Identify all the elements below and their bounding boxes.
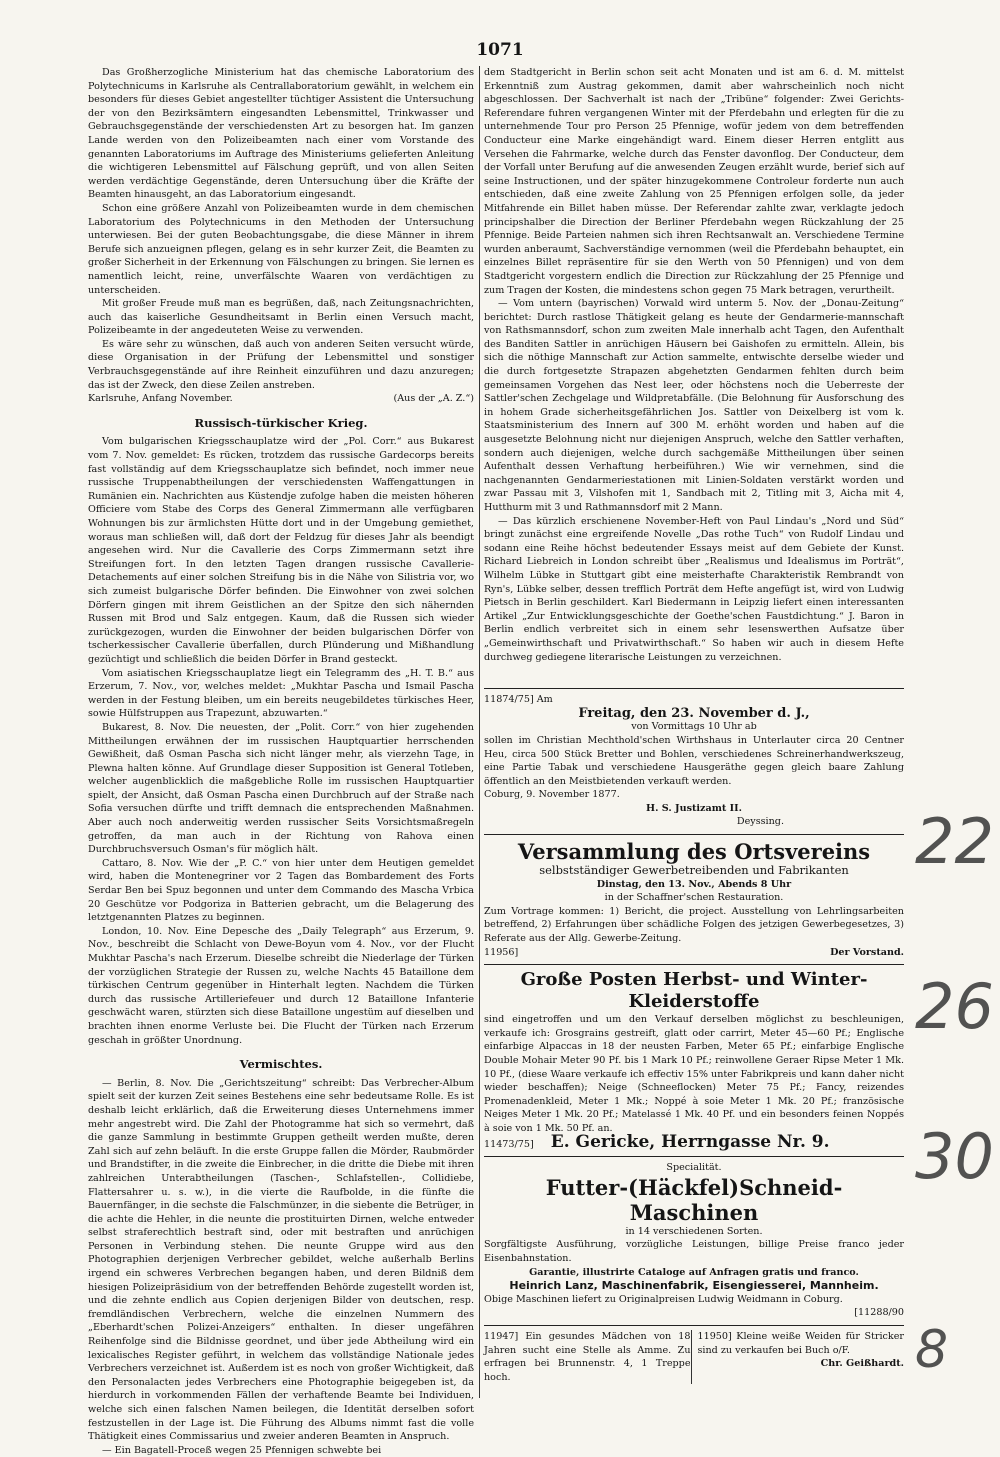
article-paragraph: — Ein Bagatell-Proceß wegen 25 Pfennigen schwebte bei — [102, 1444, 382, 1456]
meeting-date: Dinstag, den 13. Nov., Abends 8 Uhr — [596, 878, 792, 890]
classified-signature: Chr. Geißhardt. — [820, 1358, 904, 1370]
auction-place: Coburg, 9. November 1877. — [484, 789, 620, 801]
handwritten-number: 22 — [915, 805, 994, 878]
article-paragraph: — Vom untern (bayrischen) Vorwald wird unterm 5. Nov. der „Donau-Zeitung“ berichtet: Durch rastlose Thätigkeit gelang es heute der Gendarmerie-mannschaft von Rathsmannsdorf, schon zum zweiten Male innerhalb acht Tagen, den Aufenthalt des Banditen Sattler in anrüchigen Häusern bei Gaishofen zu ermitteln. Allein, bis sich die nöthige Mannschaft zur Action sammelte, entwischte derselbe wieder und die durch fortgesetzte Strapazen abgehetzten Gendarmen fehlten durch beim gemeinsamen Vorgehen das Nest leer, oder höchstens noch die Ueberreste der Sattler'schen Zechgelage und Wildpretabfälle. (Die Belohnung für Ausforschung des in hohem Grade sicherheitsgefährlichen Jos. Sattler von Deixelberg ist vom k. Staatsministerium des Innern auf 300 M. erhöht worden und haben auf die ausgesetzte Belohnung nicht nur diejenigen Anspruch, welche den Sattler verhaften, sondern auch diejenigen, welche durch sachgemäße Mittheilungen über seinen Aufenthalt dessen Verhaftung herbeiführen.) Wie wir vernehmen, sind die nachgenannten Gendarmeriestationen mit Linien-Soldaten verstärkt worden und zwar Passau mit 3, Vilshofen mit 1, Sandbach mit 2, Titling mit 3, Aicha mit 4, Hutthurm mit 3 und Rathmannsdorf mit 2 Mann. — [484, 298, 904, 513]
meeting-notice — [484, 834, 904, 964]
machine-ad — [484, 1156, 904, 1325]
ad-reference: [11288/90 — [854, 1307, 904, 1319]
article-paragraph: Vom bulgarischen Kriegsschauplatze wird der „Pol. Corr.“ aus Bukarest vom 7. Nov. gemeldet: Es rücken, trotzdem das russische Gardecorps bereits fast vollständig auf dem Kriegsschauplatze sich befindet, noch immer neue russische Truppenabtheilungen der verschiedensten Waffengattungen in Rumänien ein. Nachrichten aus Küstendje zufolge haben die meisten höheren Officiere vom Stabe des Corps des General Zimmermann alle verfügbaren Wohnungen bis zur ärmlichsten Hütte dort und in der Umgebung gemiethet, woraus man schließen will, daß dort der Feldzug für dieses Jahr als beendigt angesehen wird. Nur die Cavallerie des Corps Zimmermann setzt ihre Streifungen fort. In den letzten Tagen drangen russische Cavallerie-Detachements auf einer solchen Streifung bis in die Nähe von Silistria vor, wo sich zumeist bulgarische Dörfer befinden. Die Einwohner von zwei solchen Dörfern gingen mit ihrem Geistlichen an der Spitze den sich nähernden Russen mit Brod und Salz entgegen. Kaum, daß die Russen sich wieder zurückgezogen, wurden die Einwohner der beiden bulgarischen Dörfer von tscherkessischer Cavallerie überfallen, durch Plünderung und Mißhandlung gezüchtigt und schließlich die beiden Dörfer in Brand gesteckt. — [88, 436, 474, 665]
article-paragraph: Schon eine größere Anzahl von Polizeibeamten wurde in dem chemischen Laboratorium des Polytechnicums in den Methoden der Untersuchung unterwiesen. Bei der guten Beobachtungsgabe, die diese Männer in ihrem Berufe sich anzueignen pflegen, gelang es in sehr kurzer Zeit, die Beamten zu großer Sicherheit in der Erkennung von Fälschungen zu bringen. Sie lernen es namentlich leicht, reine, unverfälschte Waaren von verdächtigen zu unterscheiden. — [88, 202, 474, 296]
fabric-sale-title: Große Posten Herbst- und Winter-Kleiderstoffe — [520, 969, 868, 1013]
handwritten-number: 26 — [915, 970, 994, 1043]
machine-agent: Obige Maschinen liefert zu Originalpreisen Ludwig Weidmann in Coburg. — [484, 1293, 843, 1305]
article-paragraph: London, 10. Nov. Eine Depesche des „Daily Telegraph“ aus Erzerum, 9. Nov., beschreibt die Schlacht von Dewe-Boyun vom 4. Nov., vor der Flucht Mukhtar Pascha's nach Erzerum. Dieselbe schreibt die Niederlage der Türken der vorzüglichen Strategie der Russen zu, welche Nachts 45 Bataillone dem türkischen Centrum gegenüber in Hinterhalt legten. Nachdem die Türken durch das russische Artilleriefeuer und durch 12 Bataillone Infanterie geschwächt waren, stürzten sich diese Bataillone ungestüm auf dieselben und brachten ihnen enorme Verluste bei. Die Flucht der Türken nach Erzerum geschah in größter Unordnung. — [88, 925, 474, 1046]
fabric-sale-firm: E. Gericke, Herrngasse Nr. 9. — [550, 1131, 830, 1152]
article-paragraph: Vom asiatischen Kriegsschauplatze liegt ein Telegramm des „H. T. B.“ aus Erzerum, 7. Nov., vor, welches meldet: „Mukhtar Pascha und Ismail Pascha werden in der Festung bleiben, um ein bereits neugebildetes türkisches Heer, sowie Hülfstruppen aus Trapezunt, abzuwarten.“ — [88, 667, 474, 720]
classified-nurse — [484, 1330, 691, 1384]
article-paragraph: — Das kürzlich erschienene November-Heft von Paul Lindau's „Nord und Süd“ bringt zunächst eine ergreifende Novelle „Das rothe Tuch“ von Rudolf Lindau und sodann eine Reihe höchst bedeutender Essays meist auf dem Gebiete der Kunst. Richard Liebreich in London schreibt über „Realismus und Idealismus im Porträt“, Wilhelm Lübke in Stuttgart gibt eine meisterhafte Charakteristik Rembrandt von Ryn's, Lübke selber, dessen trefflich Porträt dem Hefte angefügt ist, wird von Ludwig Pietsch in Berlin geschildert. Karl Biedermann in Leipzig liefert einen interessanten Artikel „Zur Entwicklungsgeschichte der Goethe'schen Faustdichtung.“ J. Baron in Berlin endlich verbreitet sich in einem sehr lesenswerthen Aufsatze über „Gemeinwirthschaft und Privatwirthschaft.“ So haben wir auch in diesem Hefte durchweg gediegene literarische Leistungen zu verzeichnen. — [484, 515, 904, 663]
classified-willows — [691, 1330, 905, 1384]
classified-ads — [484, 1325, 904, 1384]
article-paragraph: dem Stadtgericht in Berlin schon seit acht Monaten und ist am 6. d. M. mittelst Erkenntniß zum Austrag gekommen, damit aber wahrscheinlich noch nicht abgeschlossen. Der Sachverhalt ist nach der „Tribüne“ folgender: Zwei Gerichts-Referendare fuhren vergangenen Winter mit der Pferdebahn und erlegten für die zu unternehmende Tour pro Person 25 Pfennige, wofür jedem von dem betreffenden Conducteur eine Marke eingehändigt ward. Einem dieser Herren entglitt aus Versehen die Fahrmarke, welche durch das Fenster davonflog. Der Conducteur, dem der Vorfall unter Berufung auf die anwesenden Zeugen erzählt wurde, berief sich auf seine Instructionen, und der später hinzugekommene Controleur forderte nun auch entschieden, daß eine zweite Zahlung von 25 Pfennigen erfolgen solle, da jeder Mitfahrende ein Billet haben müsse. Der Referendar zahlte zwar, verklagte jedoch principshalber die Direction der Berliner Pferdebahn wegen Rückzahlung der 25 Pfennige. Beide Parteien nahmen sich ihren Rechtsanwalt an. Verschiedene Termine wurden anberaumt, Sachverständige vernommen (weil die Pferdebahn behauptet, ein einzelnes Billet repräsentire für sie den Werth von 50 Pfennigen) und von dem Stadtgericht vorgestern endlich die Direction zur Rückzahlung der 25 Pfennige und zum Tragen der Kosten, die mindestens schon gegen 75 Mark betragen, verurtheilt. — [484, 67, 904, 296]
auction-office: H. S. Justizamt II. — [646, 802, 742, 814]
article-paragraph: — Berlin, 8. Nov. Die „Gerichtszeitung“ schreibt: Das Verbrecher-Album spielt seit der kurzen Zeit seines Bestehens eine sehr bedeutsame Rolle. Es ist deshalb leicht erklärlich, daß die Erweiterung dieses Unternehmens immer mehr angestrebt wird. Die Zahl der Photogramme hat sich so vermehrt, daß die ganze Sammlung in bestimmte Gruppen getheilt werden mußte, deren Zahl sich auf zehn beläuft. In die erste Gruppe fallen die Mörder, Raubmörder und Brandstifter, in die zweite die Einbrecher, in die dritte die Diebe mit ihren zahlreichen Unterabtheilungen (Taschen-, Schlafstellen-, Collidiebe, Flattersahrer u. s. w.), in die vierte die Raufbolde, in die fünfte die Bauernfänger, in die sechste die Falschmünzer, in die siebente die Betrüger, in die achte die Hehler, in die neunte die prostituirten Dirnen, welche entweder selbst straferechtlich bestraft sind, oder mit bestraften und anrüchigen Personen in Verbindung stehen. Die neunte Gruppe wird aus den Photographien derjenigen Verbrecher gebildet, welche außerhalb Berlins irgend ein schweres Verbrechen begangen haben, und deren Bildniß dem hiesigen Polizeipräsidium von der betreffenden Behörde zugestellt worden ist, und die zehnte endlich aus Copien derjenigen Bilder von deutschen, resp. fremdländischen Verbrechern, welche die einzelnen Nummern des „Eberhardt'schen Polizei-Anzeigers“ enthalten. In dieser ungefähren Reihenfolge sind die Bildnisse geordnet, und über jede Abtheilung wird ein lexicalisches Register geführt, in welchem das vollständige Nationale jedes Verbrechers verzeichnet ist. Außerdem ist es noch von großer Wichtigkeit, daß den Personalacten jedes Verbrechers eine Photographie beigegeben ist, da hierdurch in vorkommenden Fällen der verhaftende Beamte bei Individuen, welche sich einen falschen Namen beilegen, die Identität derselben sofort festzustellen in der Lage ist. Die Führung des Albums nimmt fast die volle Thätigkeit eines Commissarius und zweier anderen Beamten in Anspruch. — [88, 1077, 474, 1443]
meeting-signature: Der Vorstand. — [830, 946, 904, 958]
machine-offer: Garantie, illustrirte Cataloge auf Anfragen gratis und franco. — [529, 1266, 859, 1278]
fabric-sale-footer — [484, 1131, 904, 1152]
auction-signer: Deyssing. — [736, 816, 784, 828]
meeting-title: Versammlung des Ortsvereins — [517, 839, 871, 865]
fabric-sale-ad — [484, 964, 904, 1156]
classified-text: 11947] Ein gesundes Mädchen von 18 Jahren sucht eine Stelle als Amme. Zu erfragen bei Brunnenstr. 4, 1 Treppe hoch. — [484, 1330, 691, 1383]
auction-body: sollen im Christian Mechthold'schen Wirthshaus in Unterlauter circa 20 Centner Heu, circa 500 Stück Bretter und Bohlen, verschiedenes Schreinerhandwerkszeug, eine Partie Tabak und verschiedene Hausgeräthe gegen gleich baare Zahlung öffentlich an den Meistbietenden verkauft werden. — [484, 734, 904, 787]
ad-reference: 11874/75] Am — [484, 694, 553, 706]
article-paragraph: Cattaro, 8. Nov. Wie der „P. C.“ von hier unter dem Heutigen gemeldet wird, haben die Montenegriner vor 2 Tagen das Bombardement des Forts Serdar Ben bei Spuz begonnen und unter dem Commando des Mascha Vrbica 20 Geschütze vor Podgoriza in Batterien gebracht, um die Belagerung des letztgenannten Platzes zu beginnen. — [88, 857, 474, 924]
page-number: 1071 — [476, 40, 524, 60]
signature-source: (Aus der „A. Z.“) — [393, 393, 474, 405]
machine-body: Sorgfältigste Ausführung, vorzügliche Leistungen, billige Preise franco jeder Eisenbahnstation. — [484, 1239, 904, 1264]
fabric-sale-body: sind eingetroffen und um den Verkauf derselben möglichst zu beschleunigen, verkaufe ich: Grosgrains gestreift, glatt oder carrirt, Meter 45—60 Pf.; Englische einfarbige Alpaccas in 18 der neusten Farben, Meter 65 Pf.; einfarbige Englische Double Mohair Meter 90 Pf. bis 1 Mark 10 Pf.; reinwollene Geraer Ripse Meter 1 Mk. 10 Pf., (diese Waare verkaufe ich effectiv 15% unter Fabrikpreis und kann daher nicht wieder beschaffen); Neige (Schneeflocken) Meter 75 Pf.; Fancy, reizendes Promenadenkleid, Meter 1 Mk.; Noppé à soie Meter 1 Mk. 20 Pf.; französische Neiges Meter 1 Mk. 20 Pf.; Matelassé 1 Mk. 40 Pf. und ein besonders feinen Noppés à soie von 1 Mk. 50 Pf. an. — [484, 1014, 904, 1134]
article-paragraph: Mit großer Freude muß man es begrüßen, daß, nach Zeitungsnachrichten, auch das kaiserliche Gesundheitsamt in Berlin einen Versuch macht, Polizeibeamte in der angedeuteten Weise zu verwenden. — [88, 298, 474, 337]
signature-place: Karlsruhe, Anfang November. — [88, 393, 233, 405]
ad-reference: 11956] — [484, 946, 519, 958]
auction-date: Freitag, den 23. November d. J., — [578, 705, 810, 721]
classified-text: 11950] Kleine weiße Weiden für Stricker sind zu verkaufen bei Buch o/F. — [697, 1330, 904, 1356]
section-heading-misc: Vermischtes. — [239, 1057, 323, 1072]
machine-firm: Heinrich Lanz, Maschinenfabrik, Eisengiesserei, Mannheim. — [509, 1279, 879, 1293]
meeting-location: in der Schaffner'schen Restauration. — [604, 892, 784, 904]
handwritten-number: 30 — [915, 1120, 994, 1193]
article-paragraph: Bukarest, 8. Nov. Die neuesten, der „Polit. Corr.“ von hier zugehenden Mittheilungen erwähnen der im russischen Hauptquartier herrschenden Gewißheit, daß Osman Pascha sich nicht länger mehr, als vierzehn Tage, in Plewna halten könne. Auf Grundlage dieser Supposition ist General Totleben, welcher augenblicklich die maßgebliche Rolle im russischen Hauptquartier spielt, der Ansicht, daß Osman Pascha einen Durchbruch auf der Straße nach Sofia versuchen dürfte und trifft demnach die entsprechenden Maßnahmen. Aber auch noch anderweitig werden russischer Seits Vorsichtsmaßregeln getroffen, da man auch in der Richtung von Rahova einen Durchbruchsversuch Osman's für möglich hält. — [88, 721, 474, 856]
column-divider — [479, 66, 480, 1398]
handwritten-number: 8 — [915, 1320, 949, 1380]
meeting-subtitle: selbstständiger Gewerbetreibenden und Fabrikanten — [539, 863, 849, 878]
article-paragraph: Das Großherzogliche Ministerium hat das chemische Laboratorium des Polytechnicums in Karlsruhe als Centrallaboratorium gewählt, in welchem ein besonders für dieses Gebiet angestellter tüchtiger Assistent die Untersuchung der von den Bezirksämtern eingesandten Lebensmittel, Trinkwasser und Gebrauchsgegenstände der verschiedensten Art zu besorgen hat. Im ganzen Lande werden von den Polizeibeamten nach einer vom Vorstande des genannten Laboratoriums im Auftrage des Ministeriums gelieferten Anleitung die wichtigeren Lebensmittel auf Fälschung geprüft, und von allen Seiten werden verdächtige Gegenstände, deren Untersuchung über die Kräfte der Beamten hinausgeht, an das Laboratorium eingesandt. — [88, 67, 474, 201]
meeting-footer — [484, 946, 904, 960]
ad-reference: 11473/75] — [484, 1138, 534, 1150]
meeting-body: Zum Vortrage kommen: 1) Bericht, die project. Ausstellung von Lehrlingsarbeiten betreffend, 2) Erfahrungen über schädliche Folgen des jetzigen Gewerbegesetzes, 3) Referate aus der Allg. Gewerbe-Zeitung. — [484, 905, 904, 945]
auction-time: von Vormittags 10 Uhr ab — [631, 721, 757, 733]
left-column — [88, 66, 474, 1457]
machine-title: Futter-(Häckfel)Schneid-Maschinen — [545, 1174, 843, 1225]
section-heading-war: Russisch-türkischer Krieg. — [194, 415, 368, 430]
article-paragraph: Es wäre sehr zu wünschen, daß auch von anderen Seiten versucht würde, diese Organisation in der Prüfung der Lebensmittel und sonstiger Verbrauchsgegenstände auf ihre Reinheit einzuführen und dazu anzuregen; das ist der Zweck, den diese Zeilen anstreben. — [88, 338, 474, 391]
right-column — [484, 66, 904, 1384]
machine-subtitle: in 14 verschiedenen Sorten. — [625, 1225, 763, 1237]
article-signature — [88, 392, 474, 406]
auction-notice — [484, 688, 904, 834]
machine-label: Specialität. — [666, 1162, 722, 1174]
